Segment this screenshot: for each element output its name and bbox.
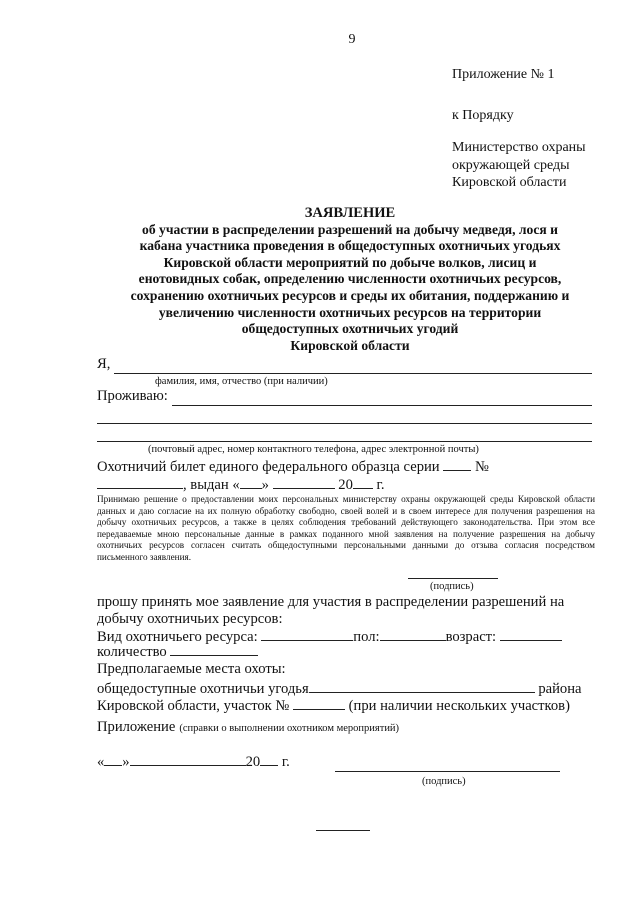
several-plots-note: (при наличии нескольких участков)	[348, 698, 570, 714]
date-year-prefix: 20	[245, 754, 261, 770]
hunting-grounds-label: общедоступные охотничьи угодья	[97, 681, 309, 697]
region-plot-label: Кировской области, участок №	[97, 698, 290, 714]
title-line: кабана участника проведения в общедоступных охотничьих угодьях	[139, 238, 561, 254]
consent-text: Принимаю решение о предоставлении моих персональных министерству охраны окружающей среды Кировской области данных и даю согласие на их полную обработку свободно, своей волей и в своем интересе для получения разрешения на добычу охотничьих ресурсов, а также в целях соблюдения требований действующего законодательства. При этом все передаваемые мною персональные данные в рамках поданного мной заявления на получение разрешения на добычу охотничьих ресурсов согласен считать общедоступными персональными данными до отзыва согласия посредством письменного заявления.	[97, 494, 595, 562]
appendix-line-5: Кировской области	[452, 175, 567, 190]
fio-line[interactable]	[114, 373, 592, 374]
age-label: возраст:	[445, 629, 497, 645]
date-year-field[interactable]	[260, 753, 278, 766]
district-label: района	[538, 681, 582, 697]
sex-label: пол:	[353, 629, 380, 645]
request-line-1: прошу принять мое заявление для участия в распределении разрешений на	[97, 594, 565, 610]
fio-caption: фамилия, имя, отчество (при наличии)	[155, 376, 328, 387]
ticket-row	[97, 458, 489, 476]
date-month-field[interactable]	[130, 753, 246, 766]
end-divider	[316, 830, 370, 831]
plot-row	[97, 697, 570, 715]
places-label: Предполагаемые места охоты:	[97, 661, 286, 677]
ticket-label: Охотничий билет единого федерального образца серии	[97, 459, 440, 475]
issued-year-field[interactable]	[353, 476, 373, 489]
ya-label: Я,	[97, 356, 111, 372]
quantity-row	[97, 643, 258, 661]
appendix-line-1: Приложение № 1	[452, 67, 555, 82]
signature-line[interactable]	[335, 771, 560, 772]
consent-signature-caption: (подпись)	[430, 581, 474, 592]
page-number: 9	[348, 32, 356, 47]
sex-field[interactable]	[380, 628, 446, 641]
title-line: общедоступных охотничьих угодий	[241, 321, 459, 337]
attachment-row	[97, 718, 399, 736]
title-line: сохранению охотничьих ресурсов и среды их обитания, поддержанию и	[130, 287, 570, 303]
hunting-grounds-field[interactable]	[309, 680, 535, 693]
appendix-line-4: окружающей среды	[452, 158, 570, 173]
ticket-number-field[interactable]	[97, 476, 183, 489]
title-heading: ЗАЯВЛЕНИЕ	[304, 205, 396, 221]
issued-year-prefix: 20	[338, 477, 353, 493]
plot-number-field[interactable]	[293, 697, 345, 710]
date-day-field[interactable]	[104, 753, 122, 766]
issued-label: , выдан «	[183, 477, 240, 493]
quantity-field[interactable]	[170, 643, 258, 656]
issued-year-suffix: г.	[376, 477, 385, 493]
appendix-line-2: к Порядку	[452, 108, 514, 123]
date-row	[97, 753, 290, 771]
document-title	[96, 205, 604, 354]
consent-signature-line[interactable]	[408, 578, 498, 579]
address-label: Проживаю:	[97, 388, 168, 404]
date-close-quote: »	[122, 754, 130, 770]
resource-type-label: Вид охотничьего ресурса:	[97, 629, 258, 645]
address-line-2[interactable]	[97, 423, 592, 424]
resource-type-field[interactable]	[261, 628, 353, 641]
attachment-label: Приложение	[97, 719, 176, 735]
issued-month-field[interactable]	[273, 476, 335, 489]
number-sign: №	[474, 459, 489, 475]
ticket-series-field[interactable]	[443, 458, 471, 471]
hunting-grounds-row	[97, 680, 582, 698]
issued-day-field[interactable]	[240, 476, 262, 489]
title-line: увеличению численности охотничьих ресурсов на территории	[158, 304, 542, 320]
quantity-label: количество	[97, 644, 167, 660]
request-line-2: добычу охотничьих ресурсов:	[97, 611, 283, 627]
date-year-suffix: г.	[281, 754, 290, 770]
issued-row	[97, 476, 385, 494]
address-line-1[interactable]	[172, 405, 592, 406]
title-line: енотовидных собак, определению численности охотничьих ресурсов,	[138, 271, 562, 287]
title-line: Кировской области мероприятий по добыче волков, лисиц и	[163, 254, 537, 270]
appendix-line-3: Министерство охраны	[452, 140, 586, 155]
title-line: об участии в распределении разрешений на добычу медведя, лося и	[142, 221, 558, 237]
title-line: Кировской области	[290, 337, 410, 353]
age-field[interactable]	[500, 628, 562, 641]
signature-caption: (подпись)	[422, 776, 466, 787]
attachment-note: (справки о выполнении охотником мероприятий)	[179, 723, 400, 734]
address-line-3[interactable]	[97, 441, 592, 442]
address-caption: (почтовый адрес, номер контактного телефона, адрес электронной почты)	[148, 444, 479, 455]
issued-quote-close: »	[261, 477, 269, 493]
date-open-quote: «	[97, 754, 105, 770]
